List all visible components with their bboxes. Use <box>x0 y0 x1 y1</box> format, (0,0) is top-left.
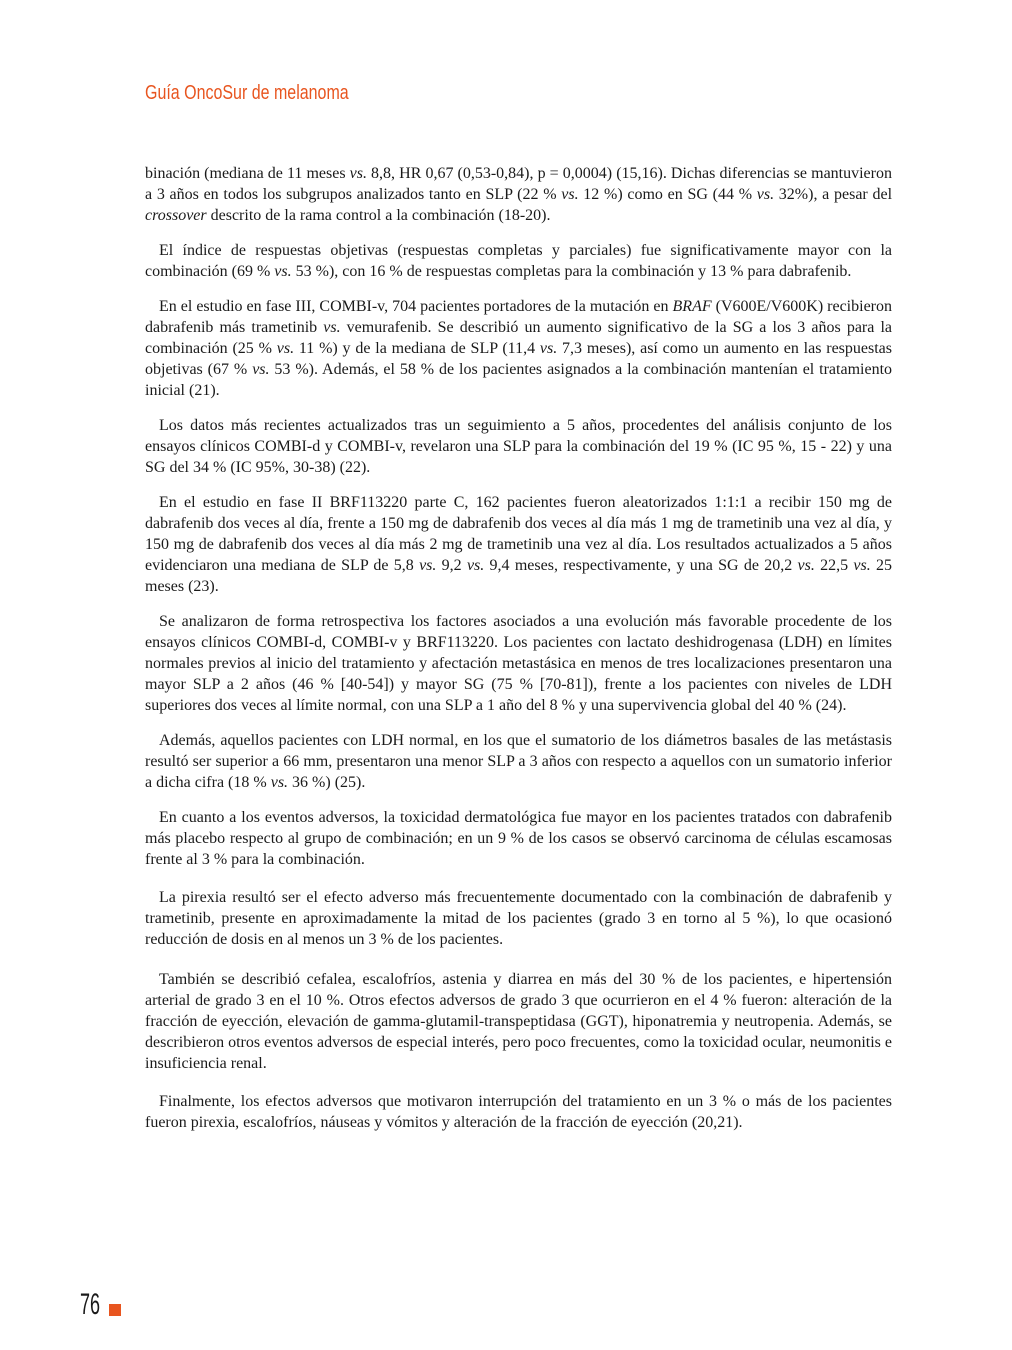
italic-text: vs. <box>853 557 871 574</box>
italic-text: crossover <box>145 207 207 224</box>
text-run: 9,2 <box>436 557 467 574</box>
text-run: 7,3 meses), así como un aumento en las respuestas objetivas (67 % <box>145 340 893 378</box>
text-run: descrito de la rama control a la combinación (18-20). <box>206 207 551 224</box>
paragraph-8 <box>145 807 892 870</box>
italic-text: vs. <box>561 186 579 203</box>
page-footer <box>80 1290 121 1320</box>
paragraph-6 <box>145 611 892 716</box>
text-run: 22,5 <box>814 557 854 574</box>
italic-text: BRAF <box>672 298 712 315</box>
italic-text: vs. <box>539 340 558 357</box>
text-run: En cuanto a los eventos adversos, la toxicidad dermatológica fue mayor en los pacientes tratados con dabrafenib más placebo respecto al grupo de combinación; en un 9 % de los casos se observó carcinoma de células escamosas frente al 3 % para la combinación. <box>145 809 892 868</box>
paragraph-1 <box>145 163 892 226</box>
text-run: 53 %). Además, el 58 % de los pacientes asignados a la combinación mantenían el tratamiento inicial (21). <box>145 361 893 399</box>
italic-text: vs. <box>252 361 270 378</box>
paragraph-4 <box>145 415 892 478</box>
text-run: Los datos más recientes actualizados tras un seguimiento a 5 años, procedentes del análisis conjunto de los ensayos clínicos COMBI-d y COMBI-v, revelaron una SLP para la combinación del 19 % (IC 95 %, 15 - 22) y una SG del 34 % (IC 95%, 30-38) (22). <box>145 417 892 476</box>
text-run: (V600E/V600K) recibieron dabrafenib más trametinib <box>145 298 893 336</box>
text-run: Se analizaron de forma retrospectiva los factores asociados a una evolución más favorable procedente de los ensayos clínicos COMBI-d, COMBI-v y BRF113220. Los pacientes con lactato deshidrogenasa (LDH) en límites normales previos al inicio del tratamiento y afectación metastásica en menos de tres localizaciones presentaron una mayor SLP a 2 años (46 % [40-54]) y mayor SG (75 % [70-81]), frente a los pacientes con niveles de LDH superiores dos veces al límite normal, con una SLP a 1 año del 8 % y una supervivencia global del 40 % (24). <box>145 613 892 714</box>
paragraph-9 <box>145 887 892 950</box>
running-header: Guía OncoSur de melanoma <box>145 82 349 104</box>
paragraph-10 <box>145 969 892 1074</box>
paragraph-7 <box>145 730 892 793</box>
italic-text: vs. <box>274 263 292 280</box>
text-run: 36 %) (25). <box>288 774 366 791</box>
paragraph-3 <box>145 296 892 401</box>
text-run: En el estudio en fase II BRF113220 parte C, 162 pacientes fueron aleatorizados 1:1:1 a recibir 150 mg de dabrafenib dos veces al día, frente a 150 mg de dabrafenib dos veces al día más 1 mg de trametinib una vez al día, y 150 mg de dabrafenib dos veces al día más 2 mg de trametinib una vez al día. Los resultados actualizados a 5 años evidenciaron una mediana de SLP de 5,8 <box>145 494 892 574</box>
text-run: 53 %), con 16 % de respuestas completas para la combinación y 13 % para dabrafenib. <box>291 263 852 280</box>
text-run: 11 %) y de la mediana de SLP (11,4 <box>294 340 540 357</box>
text-run: 8,8, HR 0,67 (0,53-0,84), p = 0,0004) (15,16). Dichas diferencias se mantuvieron a 3 años en todos los subgrupos analizados tanto en SLP (22 % <box>145 165 892 203</box>
text-run: 9,4 meses, respectivamente, y una SG de 20,2 <box>484 557 798 574</box>
text-run: Además, aquellos pacientes con LDH normal, en los que el sumatorio de los diámetros basales de las metástasis resultó ser superior a 66 mm, presentaron una menor SLP a 3 años con respecto a aquellos con un sumatorio inferior a dicha cifra (18 % <box>145 732 892 791</box>
italic-text: vs. <box>797 557 815 574</box>
text-run: También se describió cefalea, escalofríos, astenia y diarrea en más del 30 % de los pacientes, e hipertensión arterial de grado 3 en el 10 %. Otros efectos adversos de grado 3 que ocurrieron en el 4 % fueron: alteración de la fracción de eyección, elevación de gamma-glutamil-transpeptidasa (GGT), hiponatremia y neutropenia. Además, se describieron otros eventos adversos de especial interés, pero poco frecuentes, como la toxicidad ocular, neumonitis e insuficiencia renal. <box>145 971 892 1072</box>
body-text <box>145 163 892 1147</box>
italic-text: vs. <box>466 557 485 574</box>
text-run: binación (mediana de 11 meses <box>145 165 350 182</box>
text-run: El índice de respuestas objetivas (respuestas completas y parciales) fue significativamente mayor con la combinación (69 % <box>145 242 892 280</box>
paragraph-5 <box>145 492 892 597</box>
orange-square-icon <box>109 1304 121 1316</box>
text-run: En el estudio en fase III, COMBI-v, 704 pacientes portadores de la mutación en <box>159 298 673 315</box>
text-run: vemurafenib. Se describió un aumento significativo de la SG a los 3 años para la combinación (25 % <box>145 319 892 357</box>
italic-text: vs. <box>270 774 289 791</box>
text-run: Finalmente, los efectos adversos que motivaron interrupción del tratamiento en un 3 % o más de los pacientes fueron pirexia, escalofríos, náuseas y vómitos y alteración de la fracción de eyección (20,21). <box>145 1093 892 1131</box>
italic-text: vs. <box>756 186 775 203</box>
paragraph-11 <box>145 1091 892 1133</box>
italic-text: vs. <box>276 340 295 357</box>
italic-text: vs. <box>323 319 341 336</box>
text-run: 25 meses (23). <box>145 557 893 595</box>
italic-text: vs. <box>419 557 437 574</box>
text-run: 32%), a pesar del <box>774 186 893 203</box>
text-run: La pirexia resultó ser el efecto adverso más frecuentemente documentado con la combinación de dabrafenib y trametinib, presente en aproximadamente la mitad de los pacientes (grado 3 en torno al 5 %), lo que ocasionó reducción de dosis en al menos un 3 % de los pacientes. <box>145 889 892 948</box>
italic-text: vs. <box>349 165 367 182</box>
paragraph-2 <box>145 240 892 282</box>
page-number: 76 <box>80 1288 101 1321</box>
text-run: 12 %) como en SG (44 % <box>578 186 757 203</box>
